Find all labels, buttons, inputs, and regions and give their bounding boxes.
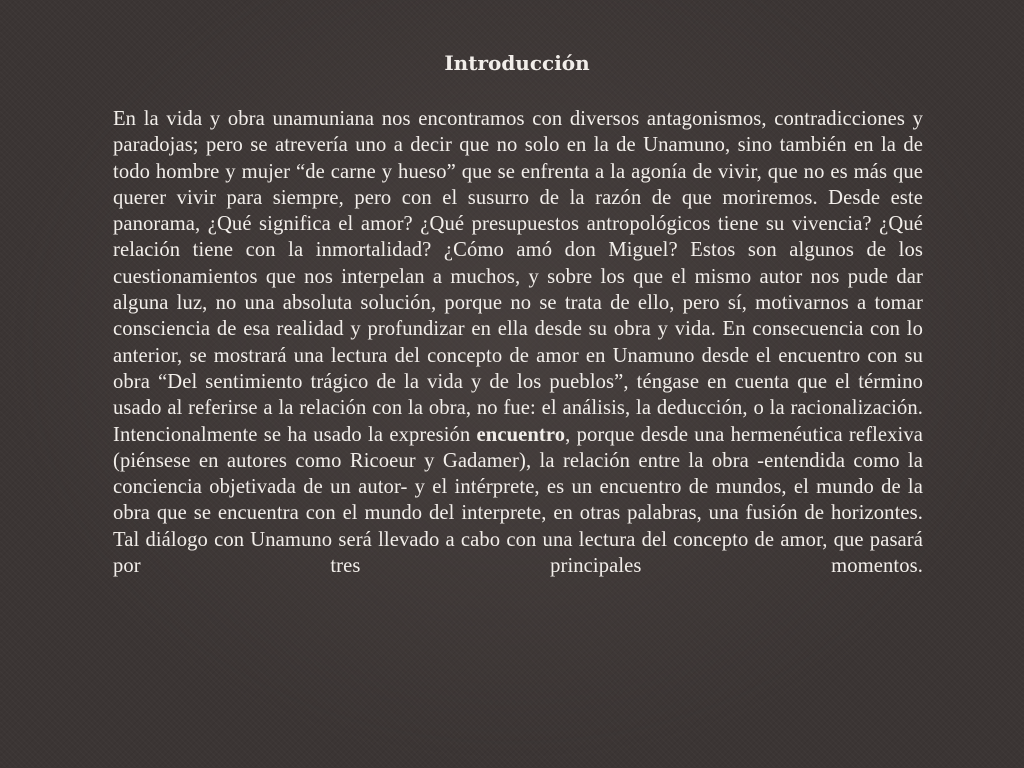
bold-term-encuentro: encuentro: [476, 423, 566, 446]
paragraph-text-start: En la vida y obra unamuniana nos encontramos con diversos antagonismos, contradicciones y paradojas; pero se atrevería uno a decir que no solo en la de Unamuno, sino también en la de todo hombre y mujer “de carne y hueso” que se enfrenta a la agonía de vivir, que no es más que querer vivir para siempre, pero con el susurro de la razón de que moriremos. Desde este panorama, ¿Qué significa el amor? ¿Qué presupuestos antropológicos tiene su vivencia? ¿Qué relación tiene con la inmortalidad? ¿Cómo amó don Miguel? Estos son algunos de los cuestionamientos que nos interpelan a muchos, y sobre los que el mismo autor nos pude dar alguna luz, no una absoluta solución, porque no se trata de ello, pero sí, motivarnos a tomar consciencia de esa realidad y profundizar en ella desde su obra y vida. En consecuencia con lo anterior, se mostrará una lectura del concepto de amor en Unamuno desde el encuentro con su obra “Del sentimiento trágico de la vida y de los pueblos”, téngase en cuenta que el término usado al referirse a la relación con la obra, no fue: el análisis, la deducción, o la racionalización. Intencionalmente se ha usado la expresión: [113, 108, 923, 446]
intro-paragraph: [113, 106, 923, 579]
slide-title: Introducción: [444, 51, 590, 75]
paragraph-text-end: , porque desde una hermenéutica reflexiva (piénsese en autores como Ricoeur y Gadamer), la relación entre la obra -entendida como la conciencia objetivada de un autor- y el intérprete, es un encuentro de mundos, el mundo de la obra que se encuentra con el mundo del interprete, en otras palabras, una fusión de horizontes. Tal diálogo con Unamuno será llevado a cabo con una lectura del concepto de amor, que pasará por tres principales momentos.: [113, 423, 923, 578]
